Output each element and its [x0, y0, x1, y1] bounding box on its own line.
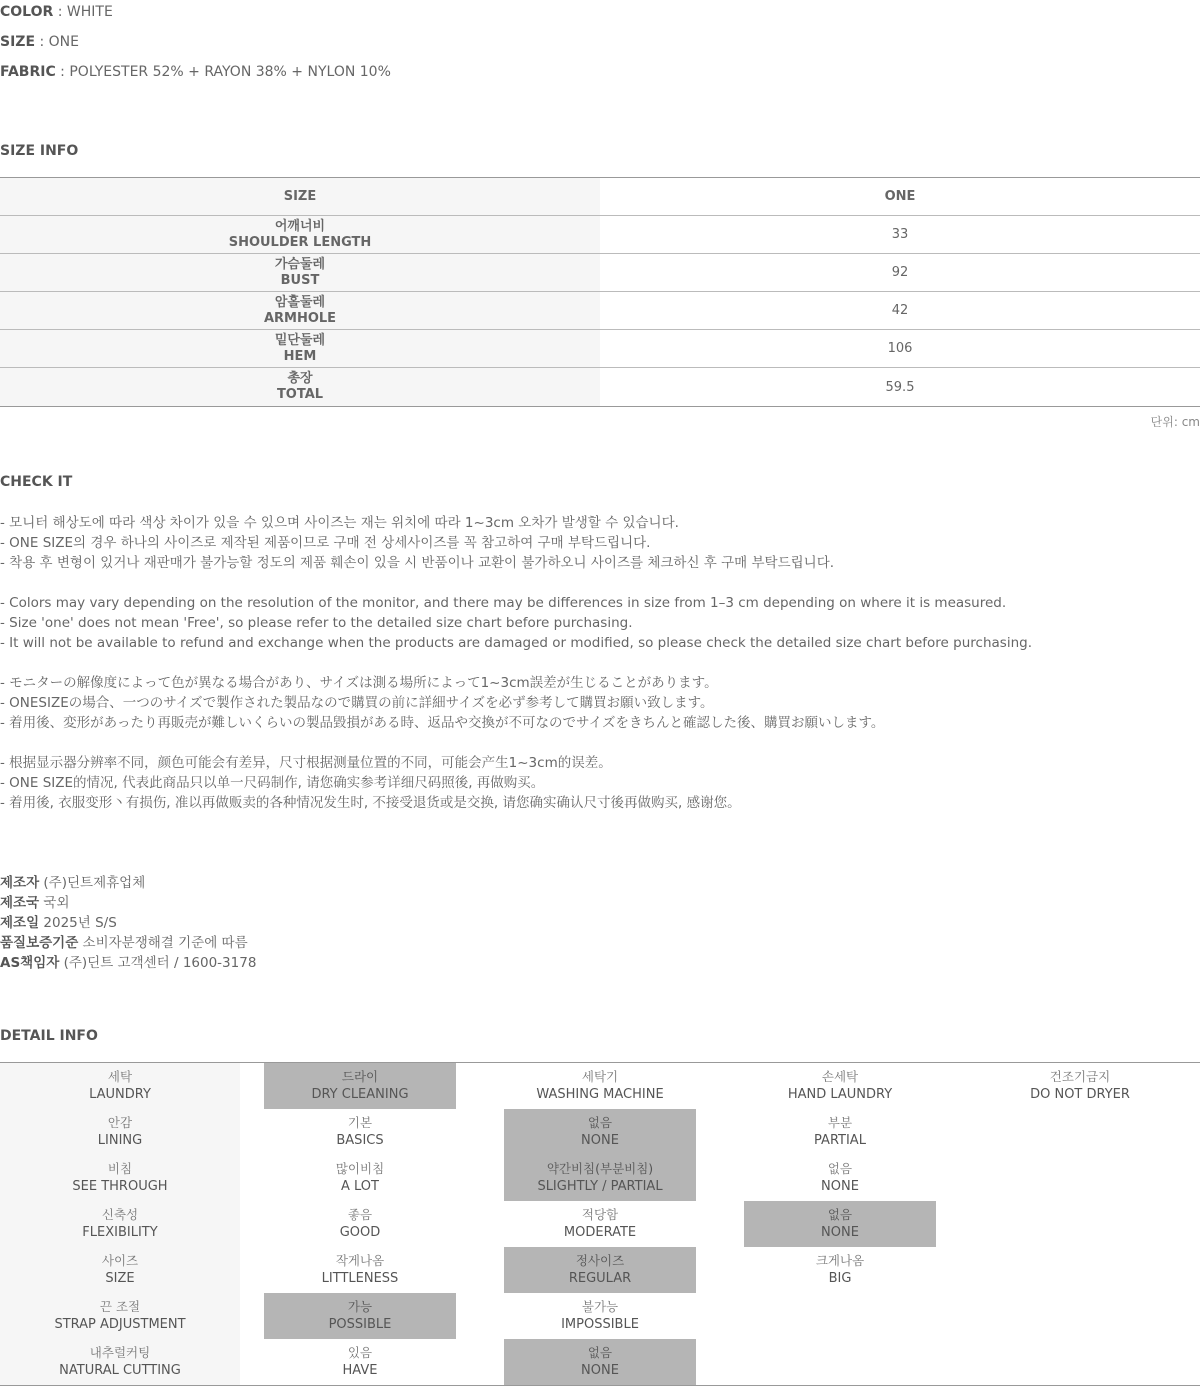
- detail-option-en: HAVE: [342, 1363, 378, 1378]
- detail-option-selected-en: NONE: [821, 1225, 859, 1240]
- detail-option-selected: [504, 1339, 696, 1385]
- detail-label: [0, 1109, 240, 1155]
- detail-option-slot: [480, 1293, 720, 1339]
- size-table-header: [0, 178, 1200, 216]
- size-value: : ONE: [35, 34, 79, 50]
- detail-option-slot: [960, 1247, 1200, 1293]
- detail-option-ko: 없음: [827, 1161, 853, 1176]
- detail-option-en: BASICS: [336, 1133, 384, 1148]
- detail-option-en: NONE: [821, 1179, 859, 1194]
- size-header-value: ONE: [884, 189, 916, 204]
- measure-ko: 밑단둘레: [274, 332, 326, 348]
- detail-option-slot: [960, 1063, 1200, 1109]
- size-label: SIZE: [0, 34, 36, 50]
- detail-option-slot: [720, 1109, 960, 1155]
- detail-option-selected: [504, 1109, 696, 1155]
- detail-label: [0, 1063, 240, 1109]
- check-it-line: - 모니터 해상도에 따라 색상 차이가 있을 수 있으며 사이즈는 재는 위치에 따라 1~3cm 오차가 발생할 수 있습니다.: [0, 515, 679, 531]
- maker-value: 2025년 S/S: [39, 915, 117, 931]
- detail-option-en: HAND LAUNDRY: [787, 1087, 893, 1102]
- detail-option-ko: 건조기금지: [1049, 1069, 1111, 1084]
- detail-option-ko: 적당함: [581, 1207, 619, 1222]
- detail-option: [264, 1339, 456, 1385]
- detail-option-en: WASHING MACHINE: [536, 1087, 664, 1102]
- detail-label: [0, 1201, 240, 1247]
- fabric-label: FABRIC: [0, 64, 56, 80]
- detail-row: [0, 1293, 1200, 1339]
- detail-option-ko: 부분: [827, 1115, 853, 1130]
- fabric-value: : POLYESTER 52% + RAYON 38% + NYLON 10%: [55, 64, 391, 80]
- check-it-title: CHECK IT: [0, 474, 73, 490]
- fabric-spec: [0, 64, 391, 80]
- detail-label-ko: 사이즈: [101, 1253, 139, 1268]
- detail-option-selected: [504, 1247, 696, 1293]
- detail-option: [744, 1063, 936, 1109]
- check-it-line: - ONE SIZE的情况, 代表此商品只以单一尺码制作, 请您确实参考详细尺码照後, 再做购买。: [0, 775, 545, 791]
- detail-label-ko: 끈 조절: [99, 1299, 141, 1314]
- maker-label: 제조국: [0, 895, 40, 911]
- detail-option-selected-ko: 약간비침(부분비침): [546, 1161, 654, 1176]
- detail-option-en: A LOT: [341, 1179, 379, 1194]
- check-it-line: - モニターの解像度によって色が異なる場合があり、サイズは測る場所によって1~3cm誤差が生じることがあります。: [0, 675, 718, 691]
- color-spec: [0, 4, 113, 20]
- check-it-line: - 착용 후 변형이 있거나 재판매가 불가능할 정도의 제품 훼손이 있을 시 반품이나 교환이 불가하오니 사이즈를 체크하신 후 구매 부탁드립니다.: [0, 555, 835, 571]
- detail-option: [504, 1201, 696, 1247]
- size-info-title: SIZE INFO: [0, 143, 79, 159]
- detail-option-slot: [720, 1247, 960, 1293]
- maker-label: 품질보증기준: [0, 935, 79, 951]
- detail-option-selected-en: DRY CLEANING: [311, 1087, 409, 1102]
- measure-value: 106: [887, 341, 913, 356]
- detail-option-slot: [720, 1293, 960, 1339]
- detail-option-slot: [720, 1201, 960, 1247]
- check-it-spacer: [0, 733, 1200, 753]
- measure-en: SHOULDER LENGTH: [228, 234, 372, 250]
- detail-option-selected-en: NONE: [581, 1133, 619, 1148]
- detail-label: [0, 1155, 240, 1201]
- detail-option-selected-ko: 없음: [587, 1115, 613, 1130]
- measure-ko: 총장: [287, 371, 313, 386]
- table-row: [0, 330, 1200, 368]
- detail-option-slot: [960, 1201, 1200, 1247]
- size-spec: [0, 34, 79, 50]
- detail-option-ko: 세탁기: [581, 1069, 619, 1084]
- maker-label: 제조자: [0, 875, 40, 891]
- detail-option-selected-ko: 없음: [587, 1345, 613, 1360]
- measure-value: 33: [891, 227, 909, 242]
- detail-option: [744, 1109, 936, 1155]
- size-table: [0, 177, 1200, 407]
- check-it-line: - Size 'one' does not mean 'Free', so please refer to the detailed size chart before purchasing.: [0, 615, 633, 631]
- detail-label-ko: 세탁: [107, 1069, 133, 1084]
- detail-row: [0, 1155, 1200, 1201]
- detail-option-ko: 많이비침: [335, 1161, 385, 1176]
- check-it-line: - 着用後、変形があったり再販売が難しいくらいの製品毀損がある時、返品や交換が不可なのでサイズをきちんと確認した後、購買お願いします。: [0, 715, 885, 731]
- detail-option-selected-ko: 가능: [347, 1299, 373, 1314]
- detail-info-grid: [0, 1062, 1200, 1386]
- detail-option-slot: [960, 1109, 1200, 1155]
- detail-option-ko: 좋음: [347, 1207, 373, 1222]
- maker-value: (주)딘트 고객센터 / 1600-3178: [59, 955, 257, 971]
- detail-option-selected: [264, 1293, 456, 1339]
- detail-label: [0, 1247, 240, 1293]
- detail-row: [0, 1247, 1200, 1293]
- detail-option-selected: [264, 1063, 456, 1109]
- maker-label: 제조일: [0, 915, 40, 931]
- maker-info: [0, 873, 256, 973]
- detail-option-slot: [480, 1109, 720, 1155]
- detail-option-slot: [240, 1201, 480, 1247]
- detail-option-slot: [480, 1339, 720, 1385]
- detail-option: [264, 1109, 456, 1155]
- detail-option-ko: 불가능: [581, 1299, 619, 1314]
- maker-value: (주)딘트제휴업체: [39, 875, 146, 891]
- detail-label-ko: 비침: [107, 1161, 133, 1176]
- maker-line: [0, 873, 256, 893]
- detail-label-en: LAUNDRY: [89, 1087, 151, 1102]
- detail-option-slot: [960, 1293, 1200, 1339]
- detail-option-ko: 손세탁: [821, 1069, 859, 1084]
- detail-option-en: DO NOT DRYER: [1030, 1087, 1130, 1102]
- check-it-line: - Colors may vary depending on the resolution of the monitor, and there may be differences in size from 1–3 cm depending on where it is measured.: [0, 595, 1007, 611]
- detail-option: [264, 1201, 456, 1247]
- measure-en: HEM: [283, 348, 317, 364]
- detail-option-slot: [240, 1109, 480, 1155]
- detail-option-selected: [744, 1201, 936, 1247]
- check-it-notes: [0, 513, 1200, 813]
- detail-label-en: SIZE: [105, 1271, 135, 1286]
- detail-option-slot: [960, 1339, 1200, 1385]
- detail-option-slot: [240, 1063, 480, 1109]
- maker-line: [0, 953, 256, 973]
- detail-option-slot: [960, 1155, 1200, 1201]
- color-label: COLOR: [0, 4, 54, 20]
- detail-option-slot: [240, 1247, 480, 1293]
- measure-en: BUST: [280, 272, 320, 288]
- detail-label-en: SEE THROUGH: [72, 1179, 168, 1194]
- table-row: [0, 254, 1200, 292]
- detail-option-slot: [240, 1339, 480, 1385]
- detail-label: [0, 1339, 240, 1385]
- detail-option-slot: [480, 1247, 720, 1293]
- detail-option-slot: [480, 1063, 720, 1109]
- measure-ko: 어깨너비: [274, 218, 326, 234]
- detail-option-selected-en: NONE: [581, 1363, 619, 1378]
- detail-row: [0, 1109, 1200, 1155]
- detail-option: [984, 1063, 1176, 1109]
- detail-option-slot: [720, 1063, 960, 1109]
- detail-option-selected-en: POSSIBLE: [328, 1317, 392, 1332]
- measure-en: ARMHOLE: [263, 310, 337, 326]
- detail-row: [0, 1339, 1200, 1385]
- detail-option: [504, 1063, 696, 1109]
- detail-info-title: DETAIL INFO: [0, 1028, 98, 1044]
- maker-line: [0, 913, 256, 933]
- table-row: [0, 216, 1200, 254]
- detail-option: [744, 1247, 936, 1293]
- detail-option-selected: [504, 1155, 696, 1201]
- detail-row: [0, 1063, 1200, 1109]
- detail-option-slot: [720, 1339, 960, 1385]
- measure-value: 59.5: [885, 379, 915, 395]
- detail-option-slot: [480, 1155, 720, 1201]
- detail-option: [504, 1293, 696, 1339]
- table-row: [0, 292, 1200, 330]
- measure-value: 92: [891, 265, 909, 280]
- detail-option-en: BIG: [828, 1271, 852, 1286]
- unit-note: 단위: cm: [1150, 415, 1200, 429]
- measure-en: TOTAL: [276, 387, 324, 402]
- detail-option-selected-ko: 드라이: [341, 1069, 379, 1084]
- detail-option-en: GOOD: [339, 1225, 381, 1240]
- detail-option: [264, 1247, 456, 1293]
- check-it-line: - ONE SIZE의 경우 하나의 사이즈로 제작된 제품이므로 구매 전 상세사이즈를 꼭 참고하여 구매 부탁드립니다.: [0, 535, 651, 551]
- table-row: [0, 368, 1200, 406]
- detail-label-ko: 내추럴커팅: [89, 1345, 151, 1360]
- detail-row: [0, 1201, 1200, 1247]
- detail-label-ko: 안감: [107, 1115, 133, 1130]
- detail-option-en: MODERATE: [563, 1225, 637, 1240]
- maker-value: 국외: [39, 895, 70, 911]
- detail-label-en: STRAP ADJUSTMENT: [54, 1317, 186, 1332]
- measure-ko: 가슴둘레: [274, 256, 326, 272]
- detail-option-slot: [240, 1155, 480, 1201]
- detail-option-slot: [480, 1201, 720, 1247]
- detail-option-ko: 작게나옴: [335, 1253, 385, 1268]
- detail-option: [264, 1155, 456, 1201]
- check-it-line: - 根据显示器分辨率不同，颜色可能会有差异，尺寸根据测量位置的不同，可能会产生1~3cm的误差。: [0, 755, 612, 771]
- detail-label-en: NATURAL CUTTING: [59, 1363, 181, 1378]
- detail-option-selected-ko: 정사이즈: [575, 1253, 625, 1268]
- check-it-line: - ONESIZEの場合、一つのサイズで製作された製品なので購買の前に詳細サイズを必ず参考して購買お願い致します。: [0, 695, 714, 711]
- detail-option-en: IMPOSSIBLE: [561, 1317, 639, 1332]
- measure-ko: 암홀둘레: [274, 294, 326, 310]
- size-header-label: SIZE: [0, 178, 600, 215]
- check-it-spacer: [0, 653, 1200, 673]
- maker-label: AS책임자: [0, 955, 60, 971]
- check-it-line: - 着用後, 衣服变形丶有损伤, 准以再做贩卖的各种情况发生时, 不接受退货或是交换, 请您确实确认尺寸後再做购买, 感谢您。: [0, 795, 741, 811]
- detail-option-ko: 기본: [347, 1115, 373, 1130]
- detail-option-slot: [720, 1155, 960, 1201]
- detail-option-selected-en: REGULAR: [568, 1271, 632, 1286]
- detail-label-en: FLEXIBILITY: [82, 1225, 158, 1240]
- detail-option: [744, 1155, 936, 1201]
- detail-label-ko: 신축성: [101, 1207, 139, 1222]
- detail-option-selected-en: SLIGHTLY / PARTIAL: [537, 1179, 663, 1194]
- detail-option-en: PARTIAL: [814, 1133, 866, 1148]
- detail-option-slot: [240, 1293, 480, 1339]
- maker-line: [0, 893, 256, 913]
- measure-value: 42: [891, 303, 909, 318]
- maker-value: 소비자분쟁해결 기준에 따름: [78, 935, 248, 951]
- check-it-spacer: [0, 573, 1200, 593]
- check-it-line: - It will not be available to refund and exchange when the products are damaged or modified, so please check the detailed size chart before purchasing.: [0, 635, 1032, 651]
- detail-option-ko: 있음: [347, 1345, 373, 1360]
- detail-label-en: LINING: [97, 1133, 143, 1148]
- detail-label: [0, 1293, 240, 1339]
- detail-option-en: LITTLENESS: [321, 1271, 399, 1286]
- detail-option-ko: 크게나옴: [815, 1253, 865, 1268]
- detail-option-selected-ko: 없음: [827, 1207, 853, 1222]
- maker-line: [0, 933, 256, 953]
- color-value: : WHITE: [53, 4, 113, 20]
